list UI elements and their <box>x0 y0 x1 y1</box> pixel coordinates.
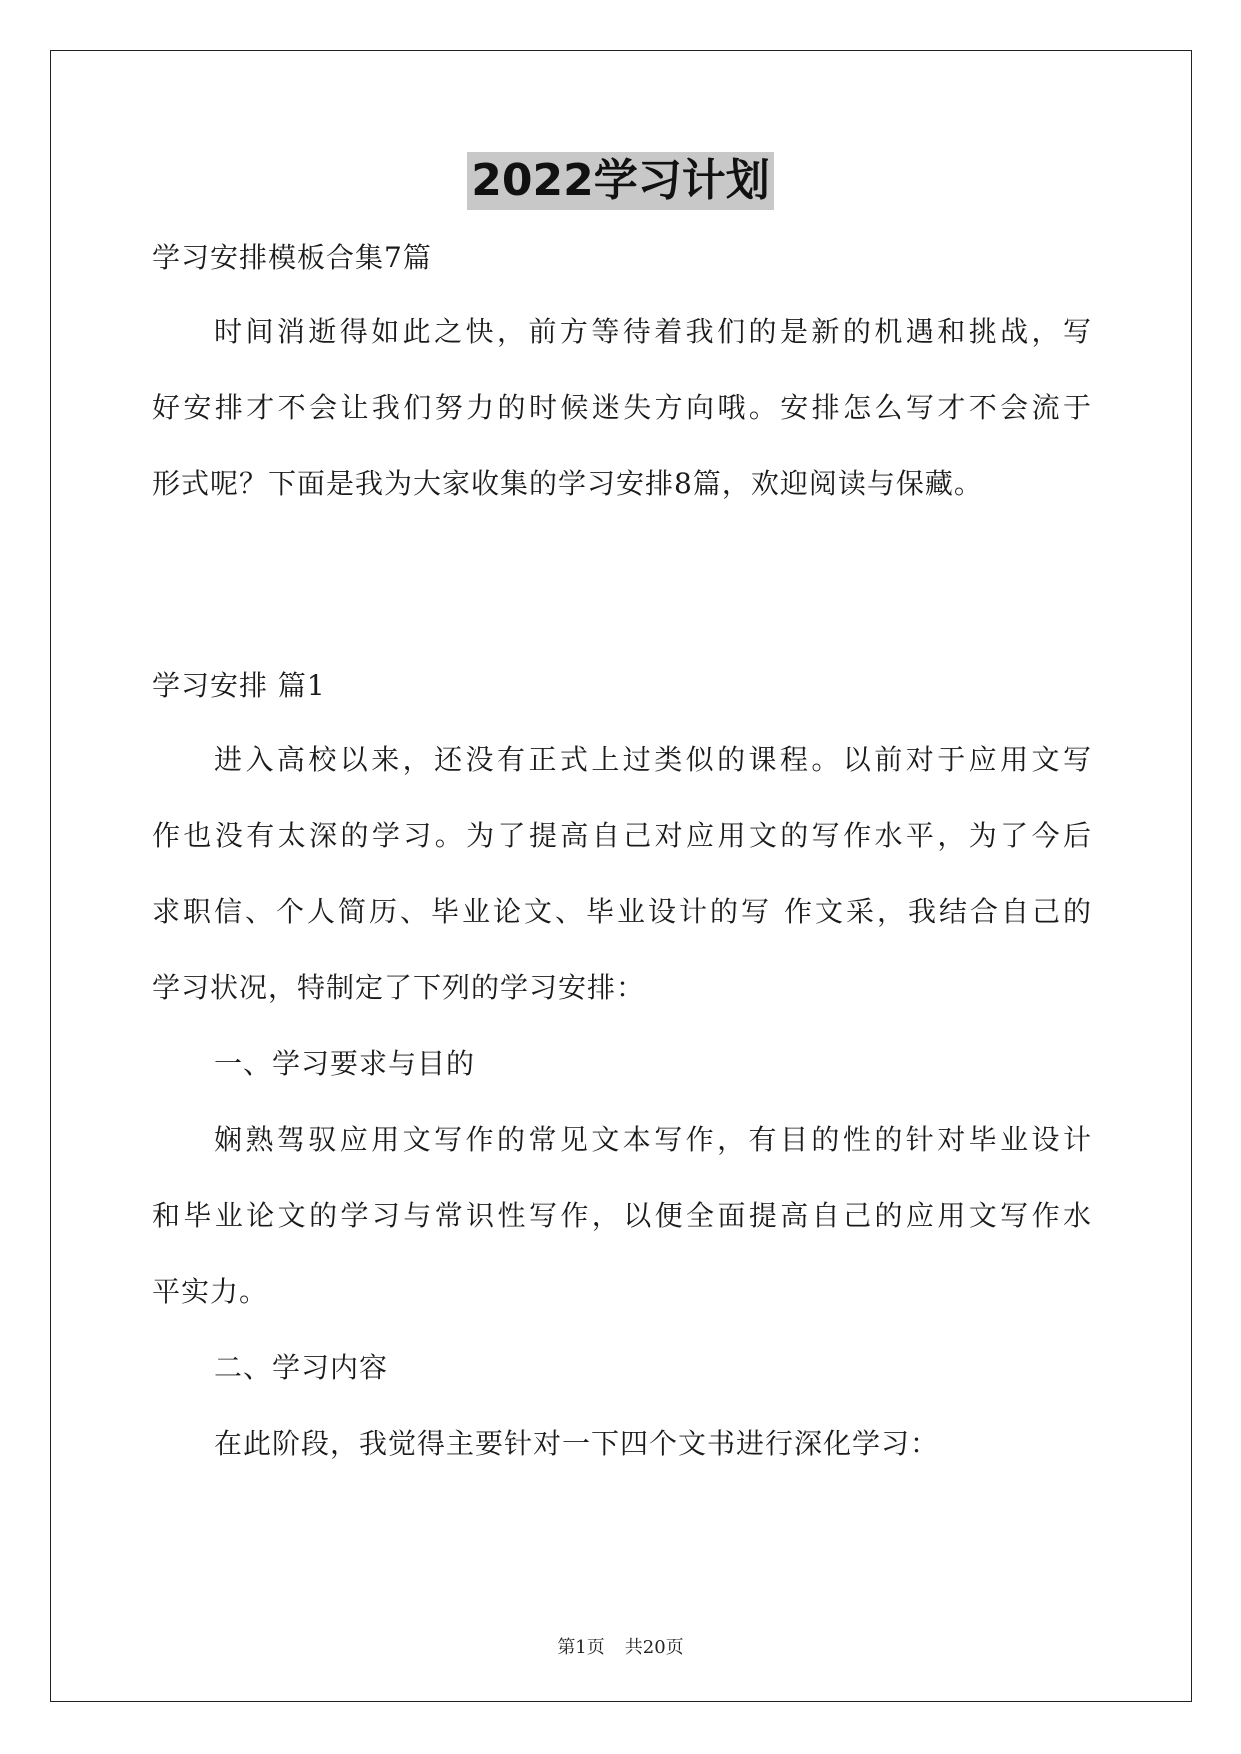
section-line-1: 进入高校以来，还没有正式上过类似的课程。以前对于应用文写 <box>214 743 1092 776</box>
document-subtitle: 学习安排模板合集7篇 <box>152 241 432 274</box>
goal-line-3: 平实力。 <box>152 1275 269 1308</box>
page-footer <box>0 1636 1241 1660</box>
intro-line-1: 时间消逝得如此之快，前方等待着我们的是新的机遇和挑战，写 <box>214 315 1092 348</box>
section-heading: 学习安排 篇1 <box>152 669 326 702</box>
content-line-1: 在此阶段，我觉得主要针对一下四个文书进行深化学习： <box>214 1427 940 1460</box>
goal-line-1: 娴熟驾驭应用文写作的常见文本写作，有目的性的针对毕业设计 <box>214 1123 1092 1156</box>
page-number-total: 共20页 <box>624 1637 684 1658</box>
title-container <box>0 152 1241 210</box>
heading-content: 二、学习内容 <box>214 1351 389 1384</box>
goal-line-2: 和毕业论文的学习与常识性写作，以便全面提高自己的应用文写作水 <box>152 1199 1092 1232</box>
document-title: 2022学习计划 <box>467 152 773 210</box>
section-line-4: 学习状况，特制定了下列的学习安排： <box>152 971 646 1004</box>
intro-line-2: 好安排才不会让我们努力的时候迷失方向哦。安排怎么写才不会流于 <box>152 391 1092 424</box>
section-line-2: 作也没有太深的学习。为了提高自己对应用文的写作水平，为了今后 <box>152 819 1092 852</box>
intro-line-3: 形式呢？下面是我为大家收集的学习安排8篇，欢迎阅读与保藏。 <box>152 467 983 500</box>
section-line-3: 求职信、个人简历、毕业论文、毕业设计的写 作文采，我结合自己的 <box>152 895 1092 928</box>
page-number-current: 第1页 <box>557 1637 605 1658</box>
heading-goals: 一、学习要求与目的 <box>214 1047 476 1080</box>
